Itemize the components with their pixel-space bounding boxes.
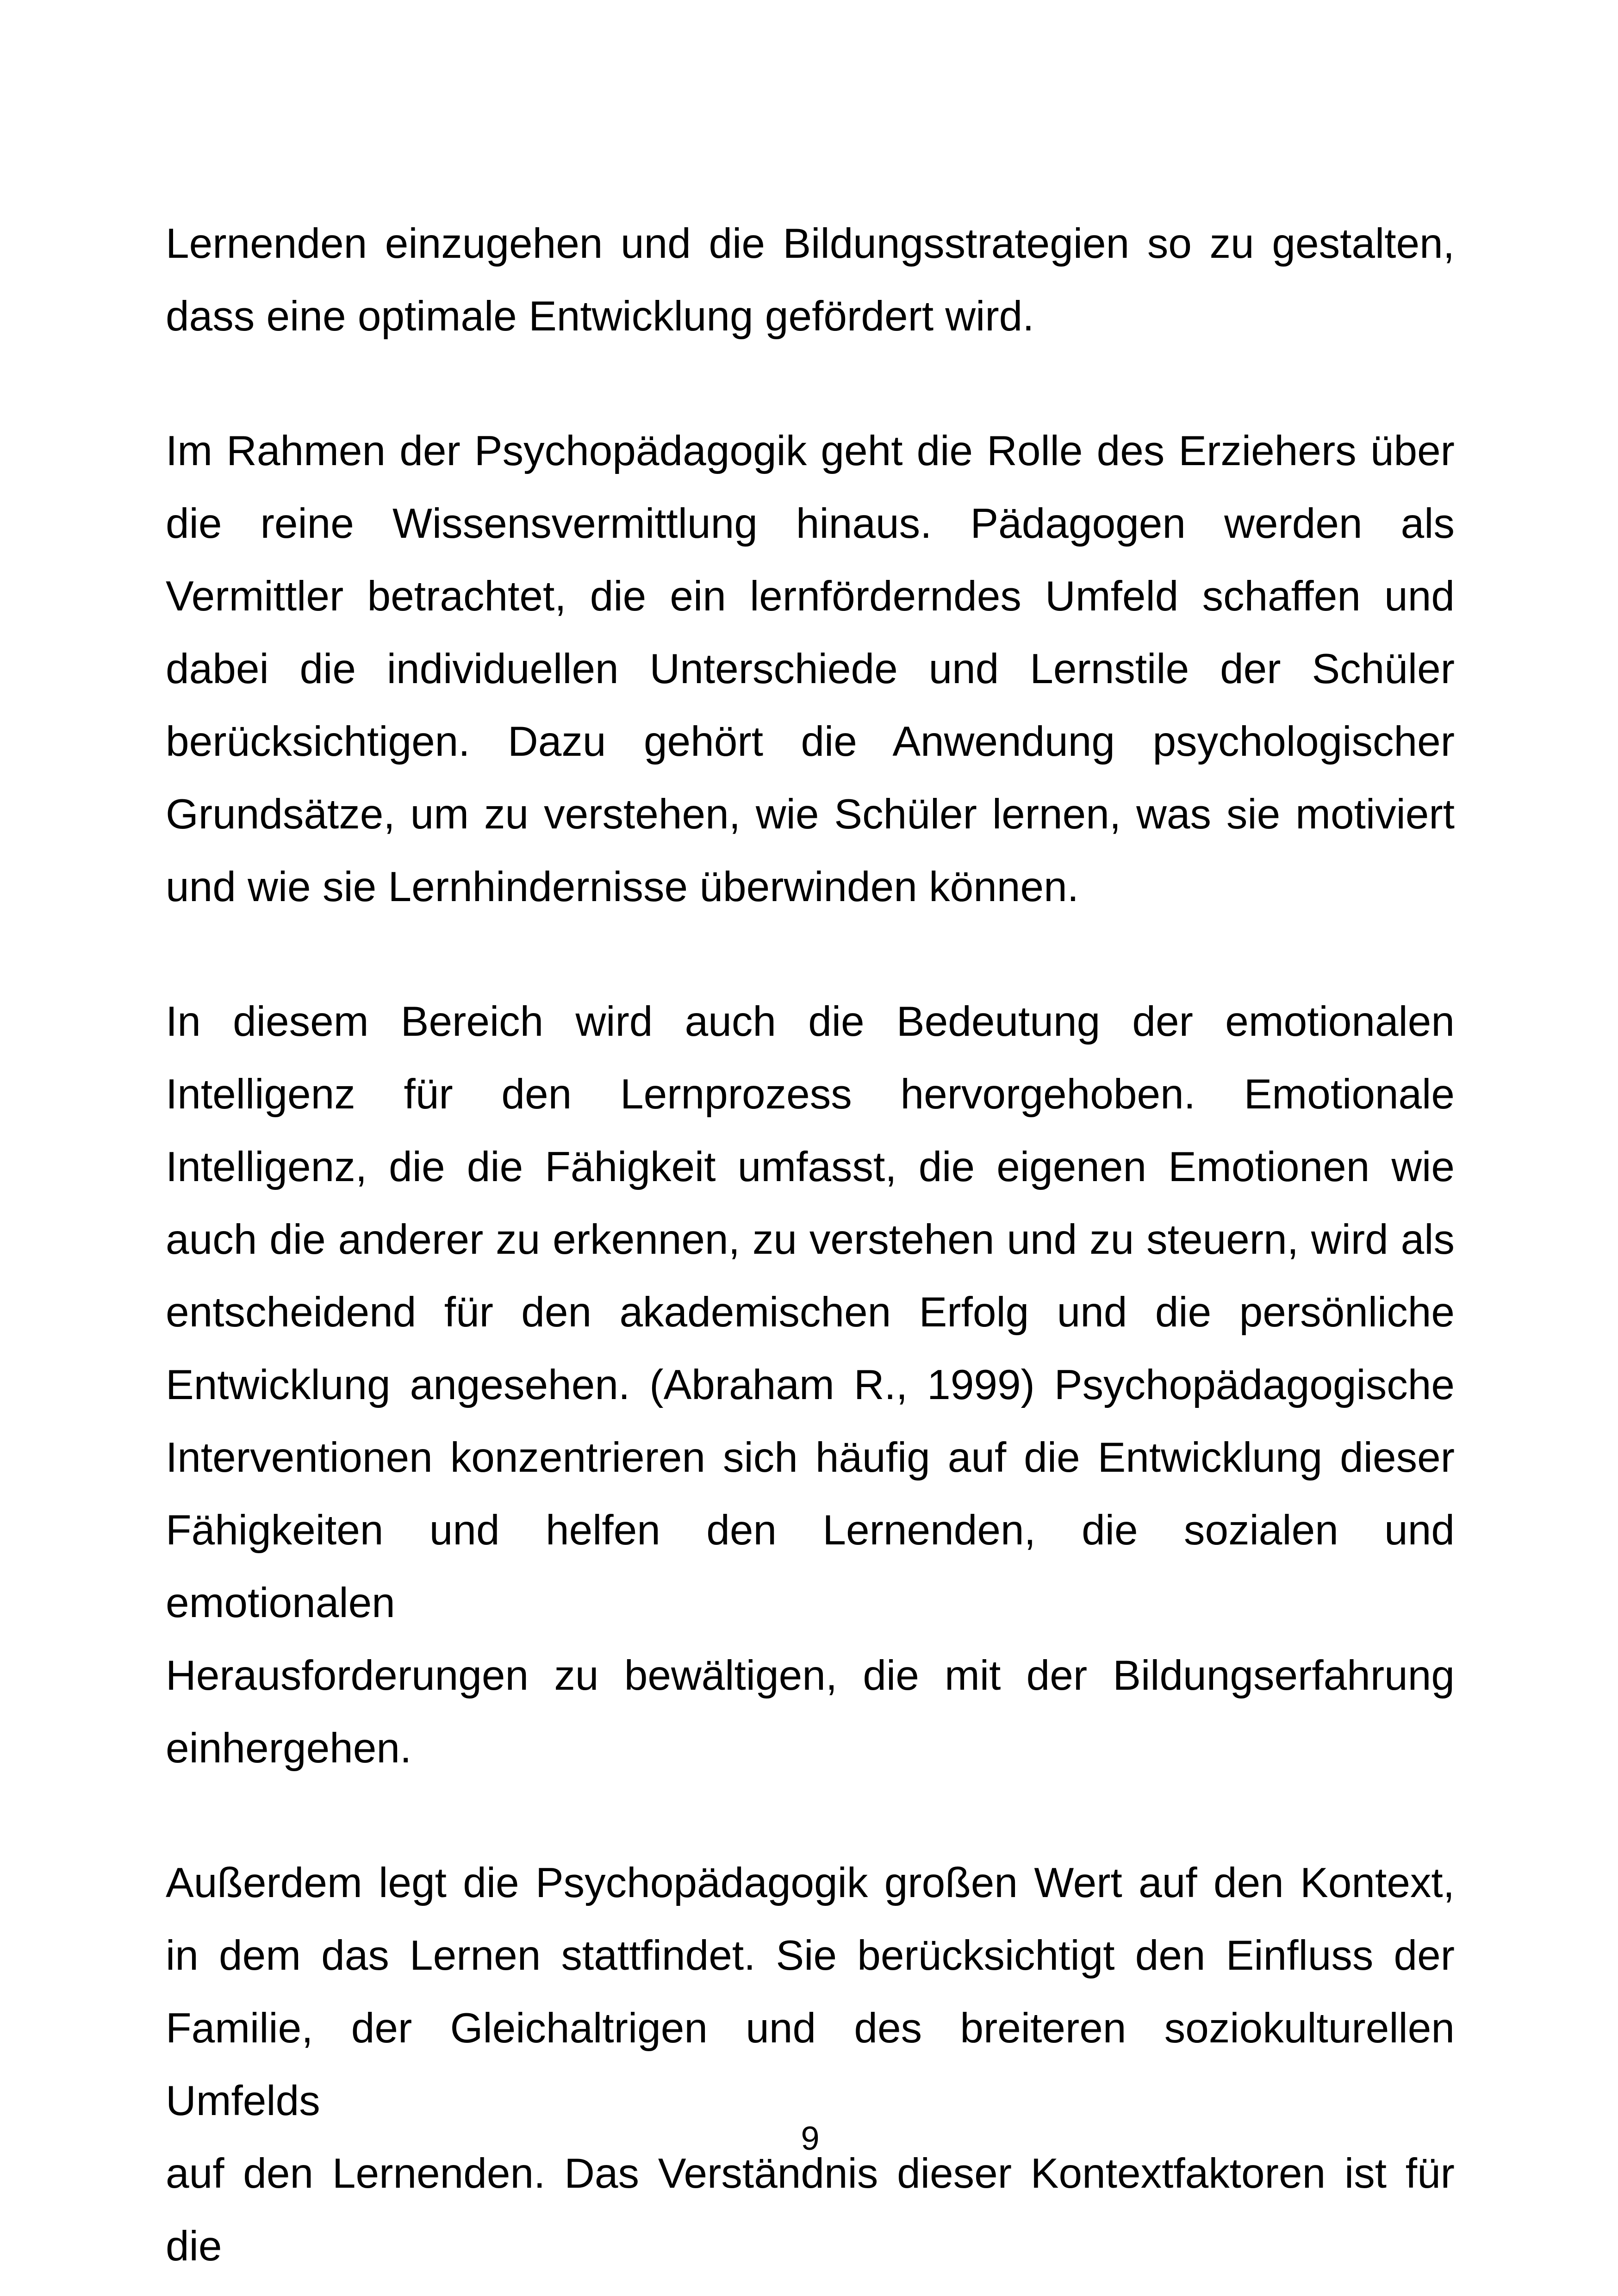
paragraph <box>166 1847 1455 2283</box>
text-line: Außerdem legt die Psychopädagogik großen Wert auf den Kontext, <box>166 1860 1455 1906</box>
text-line: auch die anderer zu erkennen, zu verstehen und zu steuern, wird als <box>166 1216 1455 1263</box>
text-line: berücksichtigen. Dazu gehört die Anwendung psychologischer <box>166 718 1455 765</box>
text-line: einhergehen. <box>166 1725 412 1772</box>
text-line: In diesem Bereich wird auch die Bedeutung der emotionalen <box>166 998 1455 1045</box>
text-line: die reine Wissensvermittlung hinaus. Pädagogen werden als <box>166 500 1455 547</box>
paragraph <box>166 985 1455 1785</box>
text-line: Herausforderungen zu bewältigen, die mit der Bildungserfahrung <box>166 1652 1455 1699</box>
text-line: Grundsätze, um zu verstehen, wie Schüler lernen, was sie motiviert <box>166 791 1455 838</box>
text-line: Entwicklung angesehen. (Abraham R., 1999) Psychopädagogische <box>166 1362 1455 1408</box>
text-line: dass eine optimale Entwicklung gefördert wird. <box>166 293 1034 340</box>
text-line: Intelligenz für den Lernprozess hervorgehoben. Emotionale <box>166 1071 1455 1118</box>
text-line: Familie, der Gleichaltrigen und des breiteren soziokulturellen Umfelds <box>166 2005 1455 2124</box>
paragraph <box>166 415 1455 923</box>
text-line: Im Rahmen der Psychopädagogik geht die Rolle des Erziehers über <box>166 428 1455 474</box>
text-line: auf den Lernenden. Das Verständnis dieser Kontextfaktoren ist für die <box>166 2150 1455 2270</box>
text-line: in dem das Lernen stattfindet. Sie berücksichtigt den Einfluss der <box>166 1932 1455 1979</box>
text-line: Interventionen konzentrieren sich häufig auf die Entwicklung dieser <box>166 1434 1455 1481</box>
page-number: 9 <box>801 2120 820 2157</box>
text-line: dabei die individuellen Unterschiede und Lernstile der Schüler <box>166 646 1455 692</box>
text-line: Intelligenz, die die Fähigkeit umfasst, die eigenen Emotionen wie <box>166 1144 1455 1190</box>
paragraph <box>166 207 1455 353</box>
text-line: Fähigkeiten und helfen den Lernenden, die sozialen und emotionalen <box>166 1507 1455 1626</box>
text-line: und wie sie Lernhindernisse überwinden können. <box>166 864 1079 910</box>
text-line: entscheidend für den akademischen Erfolg und die persönliche <box>166 1289 1455 1336</box>
text-line: Lernenden einzugehen und die Bildungsstrategien so zu gestalten, <box>166 220 1455 267</box>
text-line: Vermittler betrachtet, die ein lernförderndes Umfeld schaffen und <box>166 573 1455 620</box>
document-body <box>166 207 1455 2283</box>
